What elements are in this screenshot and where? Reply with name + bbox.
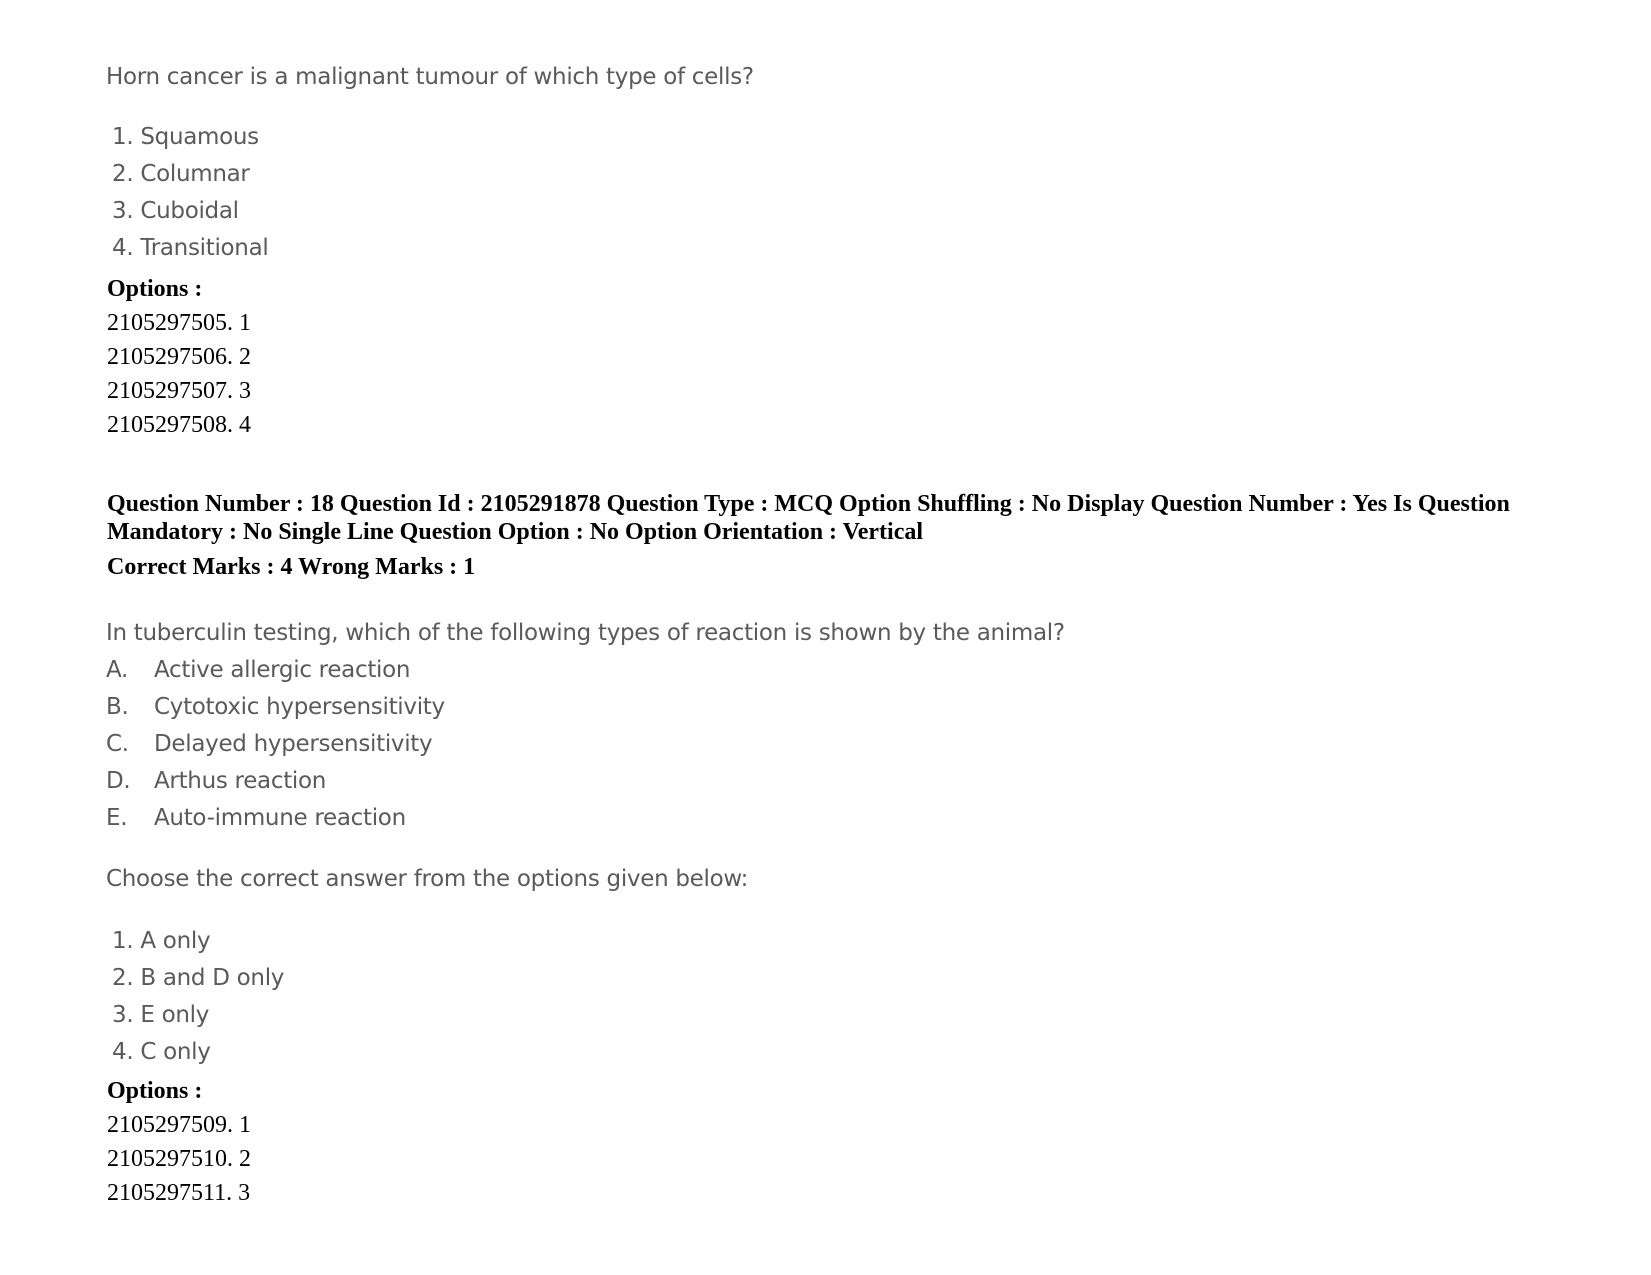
question-18-instruction: Choose the correct answer from the options given below: (106, 866, 749, 892)
question-17-option-2: 2105297506. 2 (107, 344, 251, 370)
statement-letter: E. (106, 805, 128, 831)
question-18-marks: Correct Marks : 4 Wrong Marks : 1 (107, 554, 476, 580)
question-18-statement-a (106, 657, 410, 683)
question-17-options-label: Options : (107, 276, 203, 302)
question-17-choice-3: 3. Cuboidal (112, 198, 239, 224)
question-17-option-4: 2105297508. 4 (107, 412, 251, 438)
question-18-statement-d (106, 768, 326, 794)
question-18-statement-b (106, 694, 445, 720)
question-18-choice-2: 2. B and D only (112, 965, 285, 991)
question-18-option-2: 2105297510. 2 (107, 1146, 251, 1172)
question-17-stem: Horn cancer is a malignant tumour of which type of cells? (106, 64, 754, 90)
question-18-options-label: Options : (107, 1078, 203, 1104)
statement-letter: B. (106, 694, 129, 720)
statement-text: Auto-immune reaction (154, 805, 406, 831)
statement-letter: A. (106, 657, 129, 683)
question-17-choice-4: 4. Transitional (112, 235, 269, 261)
question-17-choice-1: 1. Squamous (112, 124, 259, 150)
question-18-option-3: 2105297511. 3 (107, 1180, 251, 1206)
question-17-option-1: 2105297505. 1 (107, 310, 251, 336)
statement-letter: D. (106, 768, 131, 794)
question-18-choice-4: 4. C only (112, 1039, 211, 1065)
statement-letter: C. (106, 731, 129, 757)
question-18-choice-1: 1. A only (112, 928, 211, 954)
statement-text: Arthus reaction (154, 768, 327, 794)
question-18-meta: Question Number : 18 Question Id : 2105291878 Question Type : MCQ Option Shuffling : No Display Question Number : Yes Is Question Mandatory : No Single Line Question Option : No Option Orientation : Vertical (107, 491, 1510, 545)
question-18-statement-e (106, 805, 406, 831)
statement-text: Active allergic reaction (154, 657, 411, 683)
question-17-choice-2: 2. Columnar (112, 161, 250, 187)
question-18-statement-c (106, 731, 432, 757)
question-18-choice-3: 3. E only (112, 1002, 210, 1028)
question-17-option-3: 2105297507. 3 (107, 378, 251, 404)
statement-text: Delayed hypersensitivity (154, 731, 433, 757)
statement-text: Cytotoxic hypersensitivity (154, 694, 445, 720)
question-18-option-1: 2105297509. 1 (107, 1112, 251, 1138)
question-18-stem: In tuberculin testing, which of the following types of reaction is shown by the animal? (106, 620, 1065, 646)
